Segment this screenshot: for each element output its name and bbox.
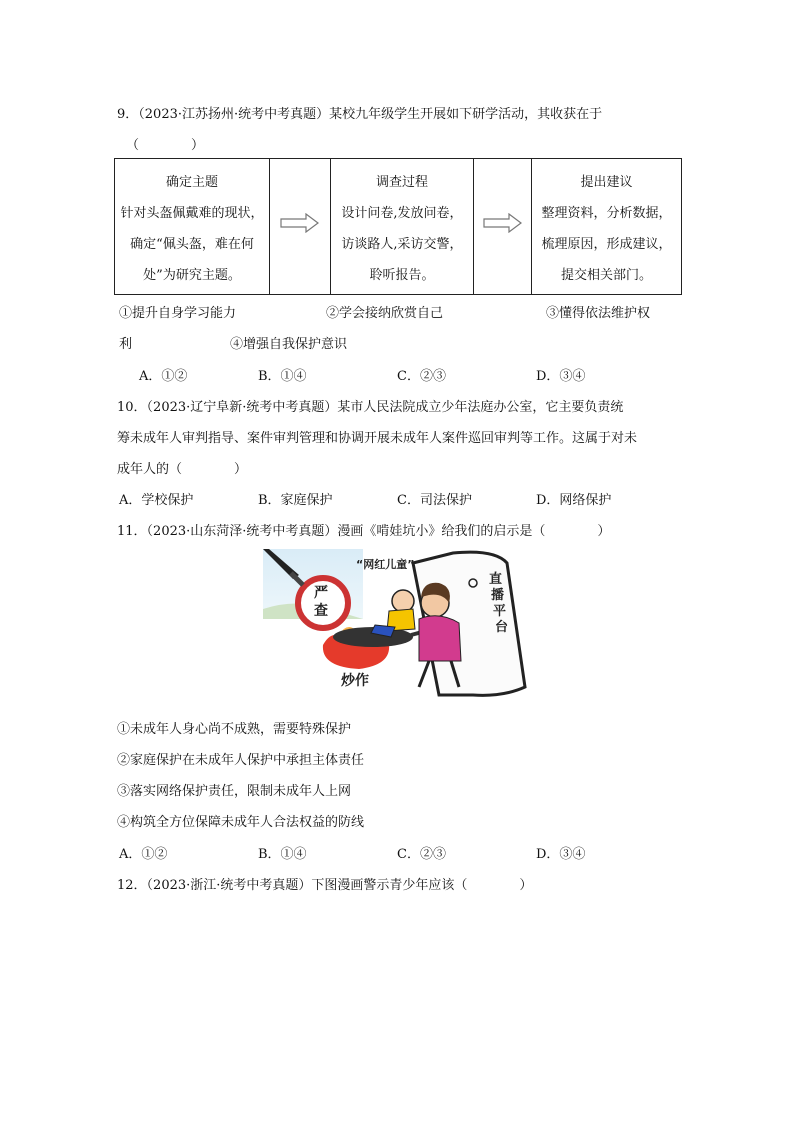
cell-line: 提交相关部门。: [560, 268, 652, 283]
table-cell-arrow: [474, 159, 532, 294]
cell-line: 针对头盔佩戴难的现状，: [120, 206, 264, 221]
cell-line: 整理资料，分析数据，: [541, 206, 672, 221]
cartoon-label-platform-4: 台: [495, 620, 509, 635]
right-arrow-icon: [483, 213, 523, 233]
cartoon-label-wanghong: “网红儿童”: [356, 558, 415, 571]
table-cell-arrow: [270, 159, 331, 294]
q9-option-d: D．③④: [536, 369, 586, 384]
cell-heading: 提出建议: [580, 175, 633, 190]
woman-dress: [419, 616, 461, 661]
q11-option-a: A．①②: [119, 847, 168, 862]
woman-leg: [419, 661, 429, 687]
table-cell-suggestion: [532, 159, 681, 294]
q9-item-3: ③懂得依法维护权: [546, 306, 651, 321]
cartoon-label-platform-3: 平: [493, 604, 507, 619]
q10-stem-line-2: 筹未成年人审判指导、案件审判管理和协调开展未成年人案件巡回审判等工作。这属于对未: [117, 431, 638, 446]
cartoon-illustration: [263, 549, 531, 697]
q11-item-4: ④构筑全方位保障未成年人合法权益的防线: [117, 815, 365, 830]
table-cell-process: [331, 159, 474, 294]
q11-item-1: ①未成年人身心尚不成熟，需要特殊保护: [117, 722, 352, 737]
cell-line: 处”为研究主题。: [143, 268, 241, 283]
q11-cartoon: [263, 549, 531, 697]
q9-item-1: ①提升自身学习能力: [119, 306, 237, 321]
cell-line: 聆听报告。: [369, 268, 435, 283]
q9-item-2: ②学会接纳欣赏自己: [326, 306, 444, 321]
q11-item-3: ③落实网络保护责任，限制未成年人上网: [117, 784, 352, 799]
cartoon-label-chaozuo: 炒作: [341, 673, 369, 689]
cell-heading: 调查过程: [375, 175, 428, 190]
cell-line: 确定“佩头盔，难在何: [130, 237, 254, 252]
q12-stem: 12．（2023·浙江·统考中考真题）下图漫画警示青少年应该（ ）: [117, 878, 533, 893]
q10-stem-line-1: 10．（2023·辽宁阜新·统考中考真题）某市人民法院成立少年法庭办公室，它主要负责统: [117, 400, 624, 415]
q9-option-c: C．②③: [397, 369, 446, 384]
q10-option-d: D．网络保护: [536, 493, 612, 508]
q10-option-b: B．家庭保护: [258, 493, 333, 508]
q11-option-d: D．③④: [536, 847, 586, 862]
cell-line: 梳理原因，形成建议，: [541, 237, 672, 252]
cartoon-label-yancha-1: 严: [314, 585, 328, 601]
q10-option-c: C．司法保护: [397, 493, 472, 508]
cartoon-label-platform-1: 直: [489, 572, 503, 587]
q11-option-b: B．①④: [258, 847, 307, 862]
right-arrow-icon: [280, 213, 320, 233]
q11-option-c: C．②③: [397, 847, 446, 862]
q9-stem: 9．（2023·江苏扬州·统考中考真题）某校九年级学生开展如下研学活动，其收获在于: [117, 107, 603, 122]
table-cell-topic: [115, 159, 270, 294]
q9-item-4: ④增强自我保护意识: [230, 337, 348, 352]
q11-stem: 11．（2023·山东菏泽·统考中考真题）漫画《啃娃坑小》给我们的启示是（ ）: [117, 524, 611, 539]
cell-heading: 确定主题: [165, 175, 218, 190]
cell-line: 访谈路人,采访交警，: [341, 237, 463, 252]
cartoon-label-platform-2: 播: [491, 588, 505, 603]
q11-item-2: ②家庭保护在未成年人保护中承担主体责任: [117, 753, 365, 768]
q10-stem-line-3: 成年人的（ ）: [117, 462, 248, 477]
q9-item-3-wrap: 利: [119, 337, 133, 352]
q9-answer-paren: （ ）: [126, 138, 205, 153]
cell-line: 设计问卷,发放问卷，: [341, 206, 463, 221]
q9-option-b: B．①④: [258, 369, 307, 384]
cartoon-label-yancha-2: 查: [314, 603, 328, 619]
q10-option-a: A．学校保护: [119, 493, 194, 508]
q9-option-a: A．①②: [139, 369, 188, 384]
q9-activity-table: [114, 158, 682, 295]
